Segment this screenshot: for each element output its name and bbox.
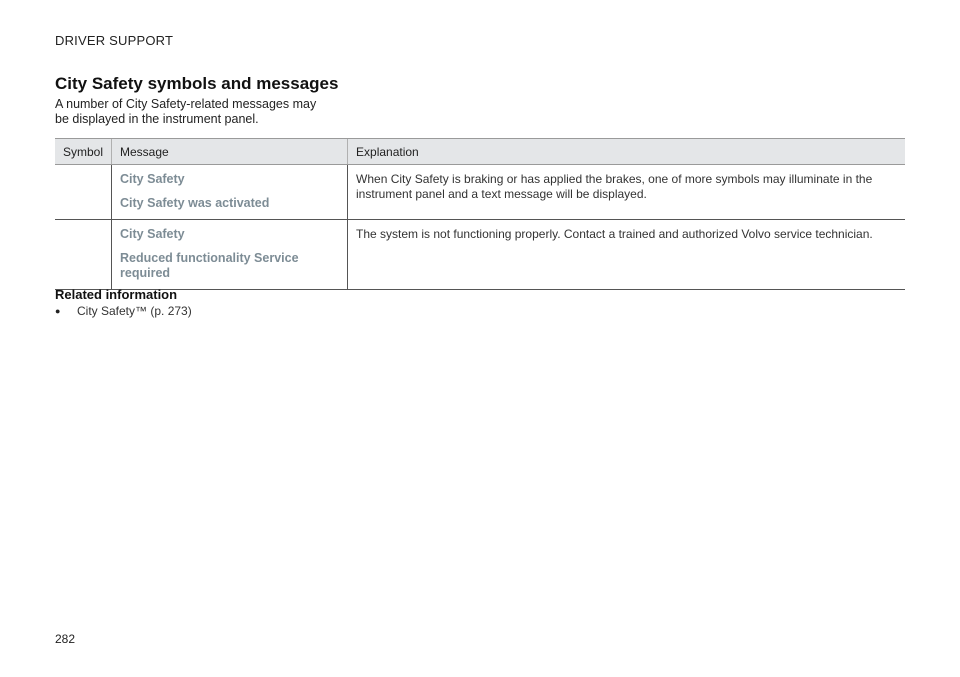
message-title: City Safety	[120, 227, 185, 241]
table-row	[55, 165, 905, 220]
page-title: City Safety symbols and messages	[55, 74, 339, 93]
bullet-icon: ●	[55, 306, 61, 316]
column-header-explanation: Explanation	[348, 139, 905, 165]
message-title: City Safety	[120, 172, 185, 186]
column-header-symbol: Symbol	[55, 139, 112, 165]
related-information-heading: Related information	[55, 287, 178, 302]
symbol-cell	[55, 220, 112, 290]
explanation-cell: The system is not functioning properly. Contact a trained and authorized Volvo service technician.	[348, 220, 905, 290]
symbol-cell	[55, 165, 112, 220]
related-information-list	[55, 304, 192, 318]
explanation-cell: When City Safety is braking or has applied the brakes, one of more symbols may illuminate in the instrument panel and a text message will be displayed.	[348, 165, 905, 220]
message-cell	[112, 165, 348, 220]
table-row	[55, 220, 905, 290]
intro-paragraph: A number of City Safety-related messages may be displayed in the instrument panel.	[55, 97, 317, 126]
column-header-message: Message	[112, 139, 348, 165]
related-link-city-safety[interactable]: City Safety™ (p. 273)	[77, 304, 192, 318]
page-number: 282	[55, 632, 76, 646]
section-header: DRIVER SUPPORT	[55, 33, 174, 48]
message-subtitle: Reduced functionality Service required	[120, 251, 299, 280]
messages-table	[55, 138, 905, 290]
message-subtitle: City Safety was activated	[120, 196, 270, 210]
message-cell	[112, 220, 348, 290]
list-item[interactable]	[55, 304, 192, 318]
table-header-row	[55, 139, 905, 165]
